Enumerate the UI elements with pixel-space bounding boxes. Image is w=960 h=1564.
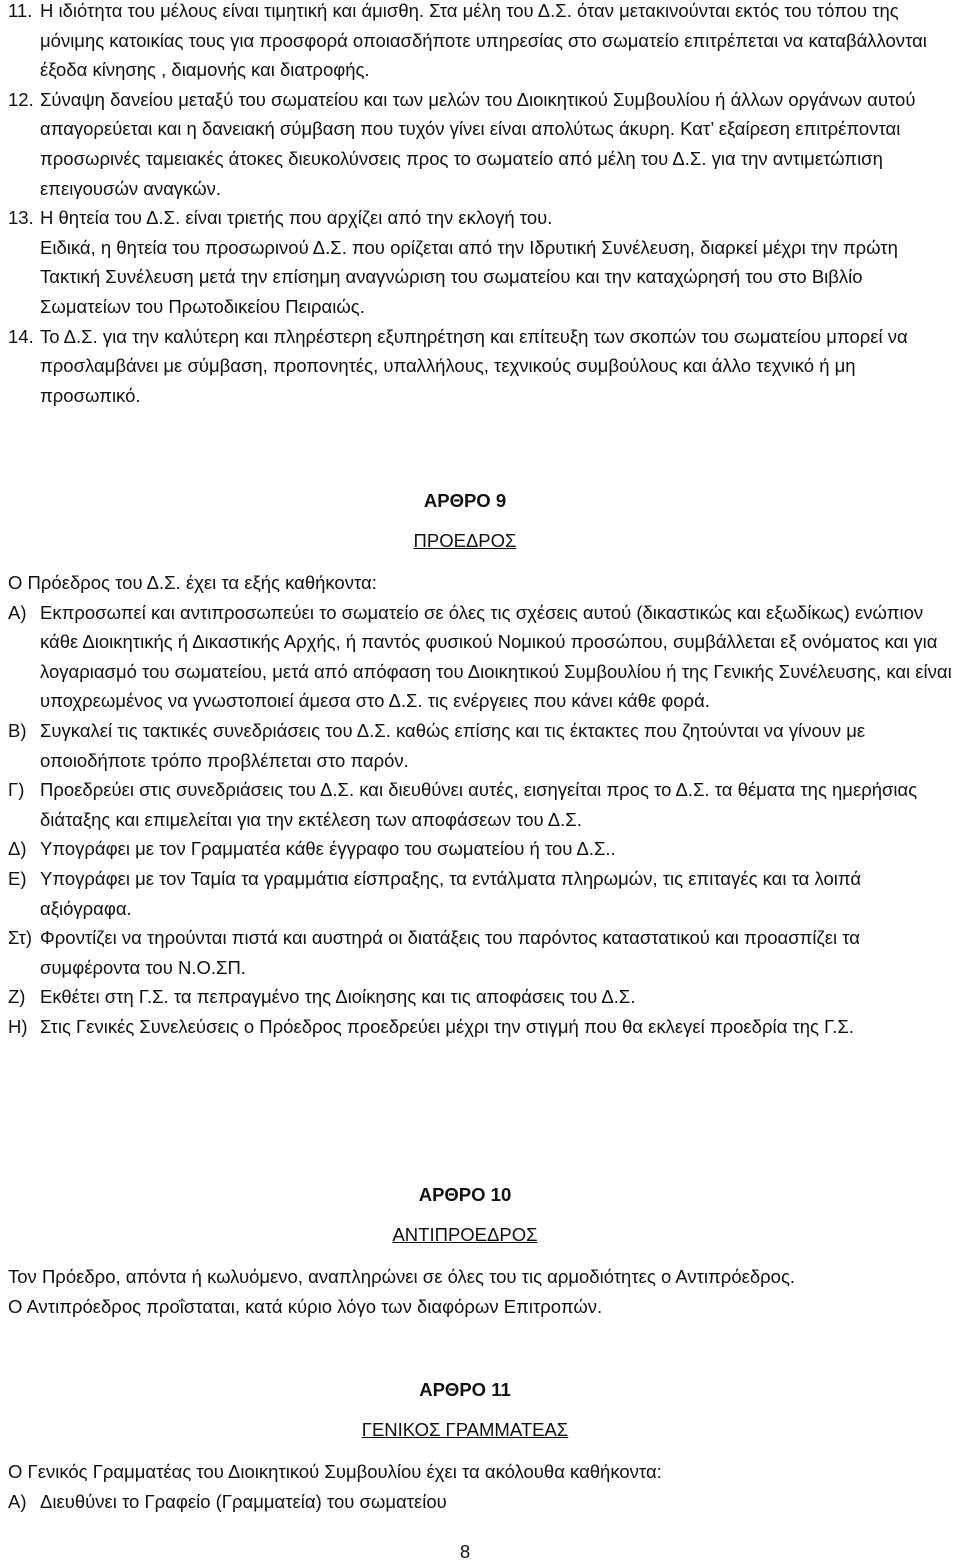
paragraph-text: Σύναψη δανείου μεταξύ του σωματείου και των μελών του Διοικητικού Συμβουλίου ή άλλων οργάνων αυτού απαγορεύεται και η δανειακή σύμβαση που τυχόν γίνει είναι απολύτως άκυρη. Κατ’ εξαίρεση επιτρέπονται προσωρινές ταμειακές άτοκες διευκολύνσεις προς το σωματείο από μέλη του Δ.Σ. για την αντιμετώπιση επειγουσών αναγκών.: [40, 88, 916, 199]
item-text: Προεδρεύει στις συνεδριάσεις του Δ.Σ. και διευθύνει αυτές, εισηγείται προς το Δ.Σ. τα θέματα της ημερήσιας διάταξης και επιμελείται για την εκτέλεση των αποφάσεων του Δ.Σ.: [40, 779, 918, 830]
item-marker: Δ): [8, 838, 27, 860]
secretary-item-a: [8, 1487, 954, 1517]
duty-item-h: [8, 1012, 954, 1042]
paragraph-text: Το Δ.Σ. για την καλύτερη και πληρέστερη εξυπηρέτηση και επίτευξη των σκοπών του σωματείου μπορεί να προσλαμβάνει με σύμβαση, προπονητές, υπαλλήλους, τεχνικούς συμβούλους και άλλο τεχνικό ή μη προσωπικό.: [40, 325, 908, 406]
item-text: Υπογράφει με τον Ταμία τα γραμμάτια είσπραξης, τα εντάλματα πληρωμών, τις επιταγές και τα λοιπά αξιόγραφα.: [40, 867, 862, 919]
paragraph-11: [8, 0, 954, 85]
item-marker: Ε): [8, 867, 27, 889]
article-11-title: ΑΡΘΡΟ 11: [419, 1379, 511, 1400]
item-marker: Α): [8, 601, 27, 623]
paragraph-13-extra: Ειδικά, η θητεία του προσωρινού Δ.Σ. που ορίζεται από την Ιδρυτική Συνέλευση, διαρκεί μέχρι την πρώτη Τακτική Συνέλευση μετά την επίσημη αναγνώριση του σωματείου και την καταχώρησή του στο Βιβλίο Σωματείων του Πρωτοδικείου Πειραιώς.: [40, 236, 898, 317]
item-marker: Ζ): [8, 986, 26, 1008]
item-marker: Β): [8, 719, 27, 741]
paragraph-14: [8, 322, 954, 411]
duty-item-d: [8, 834, 954, 864]
article-10-subtitle-text: ΑΝΤΙΠΡΟΕΔΡΟΣ: [392, 1224, 538, 1245]
article-10-subtitle: [0, 1220, 930, 1250]
page-number: 8: [459, 1541, 471, 1562]
duty-item-st: [8, 923, 954, 982]
duty-item-a: [8, 598, 954, 716]
paragraph-number: 14.: [8, 325, 34, 347]
item-text: Εκπροσωπεί και αντιπροσωπεύει το σωματείο σε όλες τις σχέσεις αυτού (δικαστικώς και εξωδίκως) ενώπιον κάθε Διοικητικής ή Δικαστικής Αρχής, ή παντός φυσικού Νομικού προσώπου, συμβάλλεται εξ ονόματος και για λογαριασμό του σωματείου, μετά από απόφαση του Διοικητικού Συμβουλίου ή της Γενικής Συνέλευσης, και είναι υποχρεωμένος να γνωστοποιεί άμεσα στο Δ.Σ. τις ενέργειες που κάνει κάθε φορά.: [40, 601, 952, 712]
article-10-title: ΑΡΘΡΟ 10: [418, 1184, 512, 1205]
item-text: Υπογράφει με τον Γραμματέα κάθε έγγραφο του σωματείου ή του Δ.Σ..: [40, 838, 616, 860]
paragraph-text: Η ιδιότητα του μέλους είναι τιμητική και άμισθη. Στα μέλη του Δ.Σ. όταν μετακινούνται εκτός του τόπου της μόνιμης κατοικίας τους για προσφορά οποιασδήποτε υπηρεσίας στο σωματείο επιτρέπεται να καταβάλλονται έξοδα κίνησης , διαμονής και διατροφής.: [40, 0, 927, 81]
item-marker: Η): [8, 1015, 28, 1037]
duty-item-g: [8, 775, 954, 834]
article-11-body: [8, 1457, 954, 1516]
paragraph-13: [8, 203, 954, 233]
paragraph-12: [8, 85, 954, 203]
article-9-subtitle: [0, 526, 930, 556]
paragraph-number: 11.: [8, 0, 33, 21]
item-marker: Α): [8, 1490, 27, 1512]
article-10-line-2: Ο Αντιπρόεδρος προΐσταται, κατά κύριο λόγο των διαφόρων Επιτροπών.: [8, 1295, 603, 1317]
article-11-subtitle-text: ΓΕΝΙΚΟΣ ΓΡΑΜΜΑΤΕΑΣ: [361, 1419, 569, 1440]
article-8-continuation: [8, 0, 954, 410]
article-11-intro: Ο Γενικός Γραμματέας του Διοικητικού Συμβουλίου έχει τα ακόλουθα καθήκοντα:: [8, 1461, 662, 1482]
article-11-subtitle: [0, 1415, 930, 1445]
paragraph-number: 13.: [8, 207, 34, 229]
item-text: Στις Γενικές Συνελεύσεις ο Πρόεδρος προεδρεύει μέχρι την στιγμή που θα εκλεγεί προεδρία της Γ.Σ.: [40, 1015, 854, 1037]
article-10-body: [8, 1262, 954, 1321]
paragraph-number: 12.: [8, 88, 34, 110]
duty-item-z: [8, 982, 954, 1012]
article-9-intro: Ο Πρόεδρος του Δ.Σ. έχει τα εξής καθήκοντα:: [8, 572, 377, 593]
item-text: Διευθύνει το Γραφείο (Γραμματεία) του σωματείου: [40, 1490, 447, 1512]
article-9-title: ΑΡΘΡΟ 9: [423, 490, 507, 511]
item-marker: Στ): [8, 927, 33, 949]
paragraph-text: Η θητεία του Δ.Σ. είναι τριετής που αρχίζει από την εκλογή του.: [40, 207, 553, 229]
article-10-line-1: Τον Πρόεδρο, απόντα ή κωλυόμενο, αναπληρώνει σε όλες του τις αρμοδιότητες ο Αντιπρόεδρος.: [8, 1266, 796, 1287]
item-marker: Γ): [8, 779, 25, 801]
item-text: Συγκαλεί τις τακτικές συνεδριάσεις του Δ.Σ. καθώς επίσης και τις έκτακτες που ζητούνται να γίνουν με οποιοδήποτε τρόπο προβλέπεται στο παρόν.: [40, 719, 866, 771]
item-text: Εκθέτει στη Γ.Σ. τα πεπραγμένο της Διοίκησης και τις αποφάσεις του Δ.Σ.: [40, 986, 636, 1008]
article-9-body: [8, 568, 954, 1042]
item-text: Φροντίζει να τηρούνται πιστά και αυστηρά οι διατάξεις του παρόντος καταστατικού και προασπίζει τα συμφέροντα του Ν.Ο.ΣΠ.: [40, 927, 860, 978]
duty-item-b: [8, 716, 954, 775]
article-9-subtitle-text: ΠΡΟΕΔΡΟΣ: [413, 530, 517, 551]
duty-item-e: [8, 864, 954, 923]
